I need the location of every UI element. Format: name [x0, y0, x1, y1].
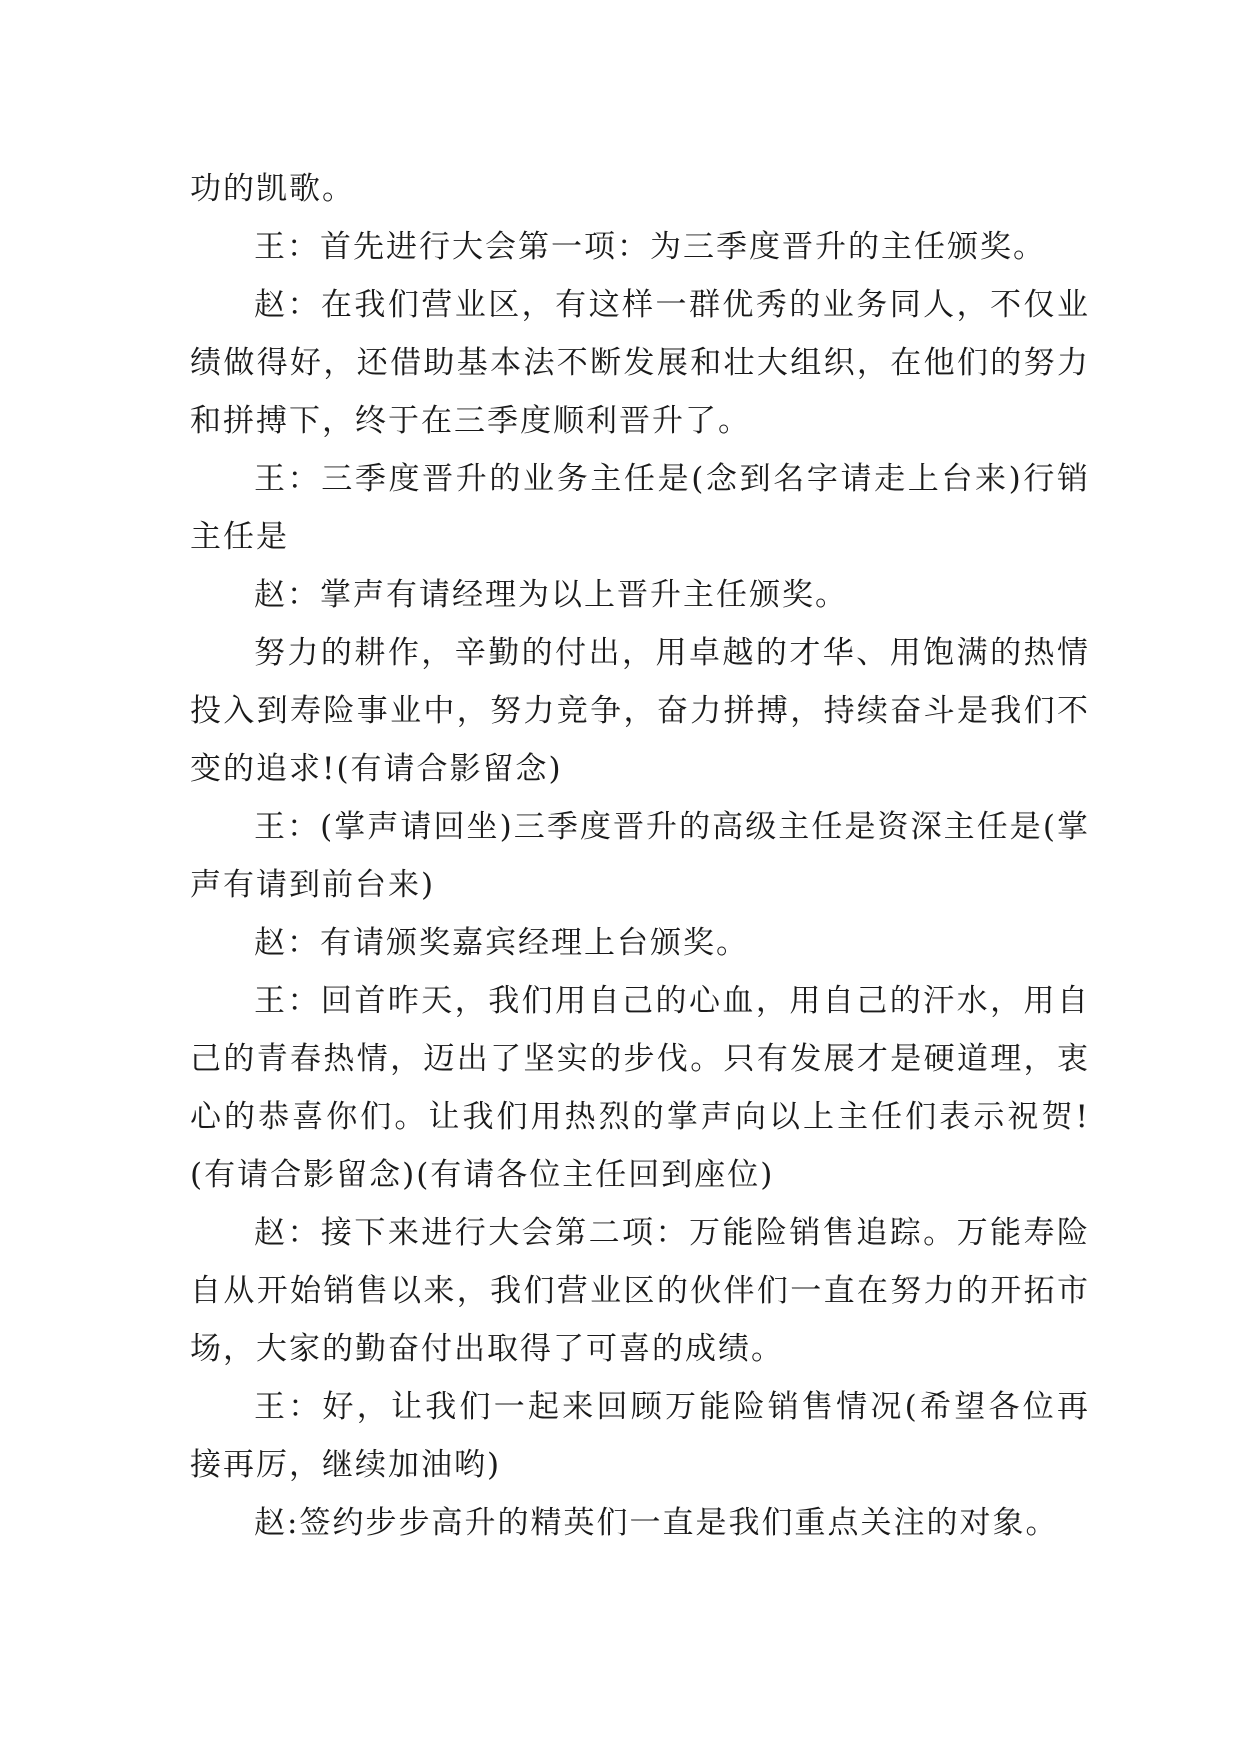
paragraph: 王：首先进行大会第一项：为三季度晋升的主任颁奖。	[254, 229, 1046, 265]
paragraph: 赵：掌声有请经理为以上晋升主任颁奖。	[254, 577, 848, 613]
paragraph: 王：三季度晋升的业务主任是(念到名字请走上台来)行销主任是	[190, 461, 1090, 555]
paragraph: 赵：在我们营业区，有这样一群优秀的业务同人，不仅业绩做得好，还借助基本法不断发展和壮大组织，在他们的努力和拼搏下，终于在三季度顺利晋升了。	[190, 287, 1090, 439]
paragraph: 王：好，让我们一起来回顾万能险销售情况(希望各位再接再厉，继续加油哟)	[190, 1389, 1090, 1483]
paragraph: 赵：接下来进行大会第二项：万能险销售追踪。万能寿险自从开始销售以来，我们营业区的伙伴们一直在努力的开拓市场，大家的勤奋付出取得了可喜的成绩。	[190, 1215, 1090, 1367]
document-body	[190, 160, 1090, 1552]
paragraph: 赵:签约步步高升的精英们一直是我们重点关注的对象。	[254, 1505, 1059, 1541]
paragraph-continuation: 功的凯歌。	[190, 171, 355, 207]
paragraph: 王：回首昨天，我们用自己的心血，用自己的汗水，用自己的青春热情，迈出了坚实的步伐。只有发展才是硬道理，衷心的恭喜你们。让我们用热烈的掌声向以上主任们表示祝贺!(有请合影留念)(有请各位主任回到座位)	[190, 983, 1090, 1193]
paragraph: 王：(掌声请回坐)三季度晋升的高级主任是资深主任是(掌声有请到前台来)	[190, 809, 1090, 903]
paragraph: 赵：有请颁奖嘉宾经理上台颁奖。	[254, 925, 749, 961]
paragraph: 努力的耕作，辛勤的付出，用卓越的才华、用饱满的热情投入到寿险事业中，努力竞争，奋力拼搏，持续奋斗是我们不变的追求!(有请合影留念)	[190, 635, 1090, 787]
